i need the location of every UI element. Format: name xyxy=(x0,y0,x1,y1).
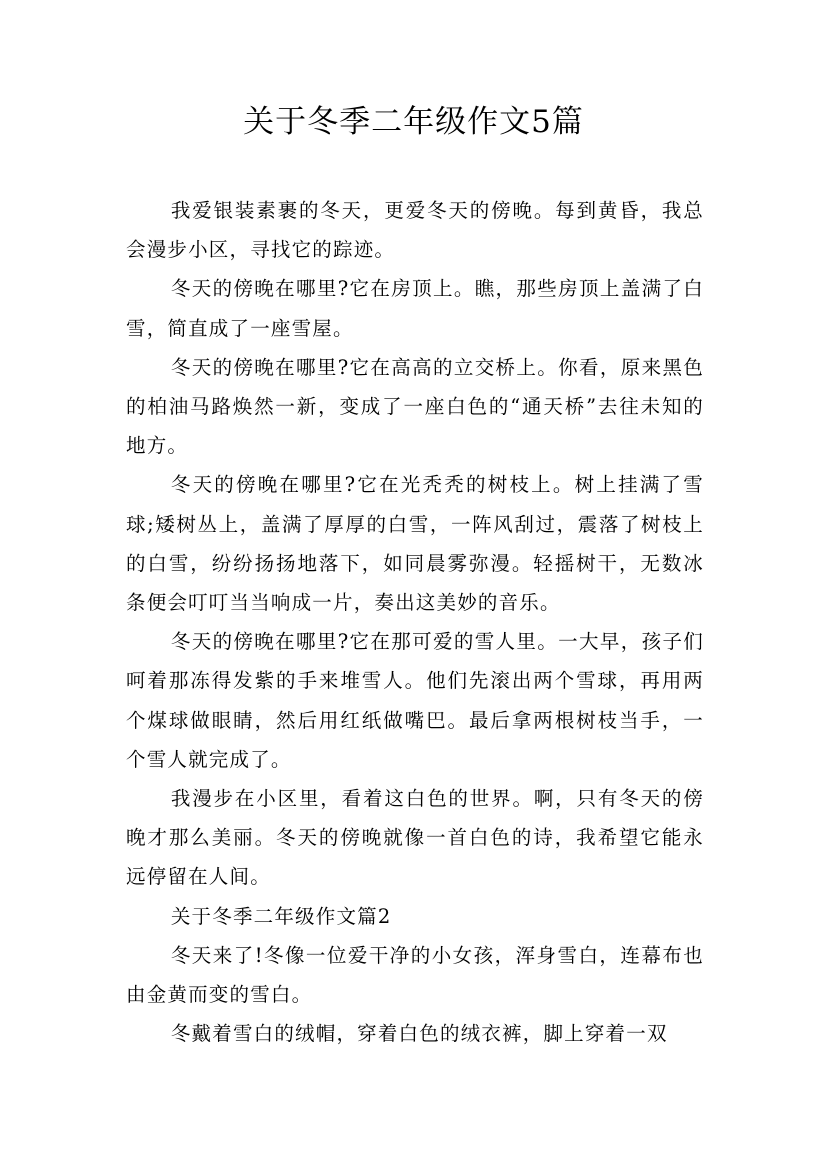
section-heading: 关于冬季二年级作文篇2 xyxy=(170,904,392,928)
paragraph: 我漫步在小区里，看着这白色的世界。啊，只有冬天的傍晚才那么美丽。冬天的傍晚就像一首白色的诗，我希望它能永远停留在人间。 xyxy=(126,787,704,889)
paragraph: 我爱银装素裹的冬天，更爱冬天的傍晚。每到黄昏，我总会漫步小区，寻找它的踪迹。 xyxy=(126,199,704,262)
document-body xyxy=(126,191,704,1053)
paragraph: 冬天的傍晚在哪里?它在光秃秃的树枝上。树上挂满了雪球;矮树丛上，盖满了厚厚的白雪，一阵风刮过，震落了树枝上的白雪，纷纷扬扬地落下，如同晨雾弥漫。轻摇树干，无数冰条便会叮叮当当响成一片，奏出这美妙的音乐。 xyxy=(126,473,704,615)
paragraph: 冬戴着雪白的绒帽，穿着白色的绒衣裤，脚上穿着一双 xyxy=(170,1022,668,1046)
paragraph: 冬天的傍晚在哪里?它在房顶上。瞧，那些房顶上盖满了白雪，简直成了一座雪屋。 xyxy=(126,277,704,340)
paragraph: 冬天的傍晚在哪里?它在高高的立交桥上。你看，原来黑色的柏油马路焕然一新，变成了一座白色的“通天桥”去往未知的地方。 xyxy=(126,355,704,458)
paragraph: 冬天来了!冬像一位爱干净的小女孩，浑身雪白，连幕布也由金黄而变的雪白。 xyxy=(126,943,704,1007)
document-title: 关于冬季二年级作文5篇 xyxy=(243,104,584,140)
paragraph: 冬天的傍晚在哪里?它在那可爱的雪人里。一大早，孩子们呵着那冻得发紫的手来堆雪人。他们先滚出两个雪球，再用两个煤球做眼睛，然后用红纸做嘴巴。最后拿两根树枝当手，一个雪人就完成了。 xyxy=(126,630,704,771)
